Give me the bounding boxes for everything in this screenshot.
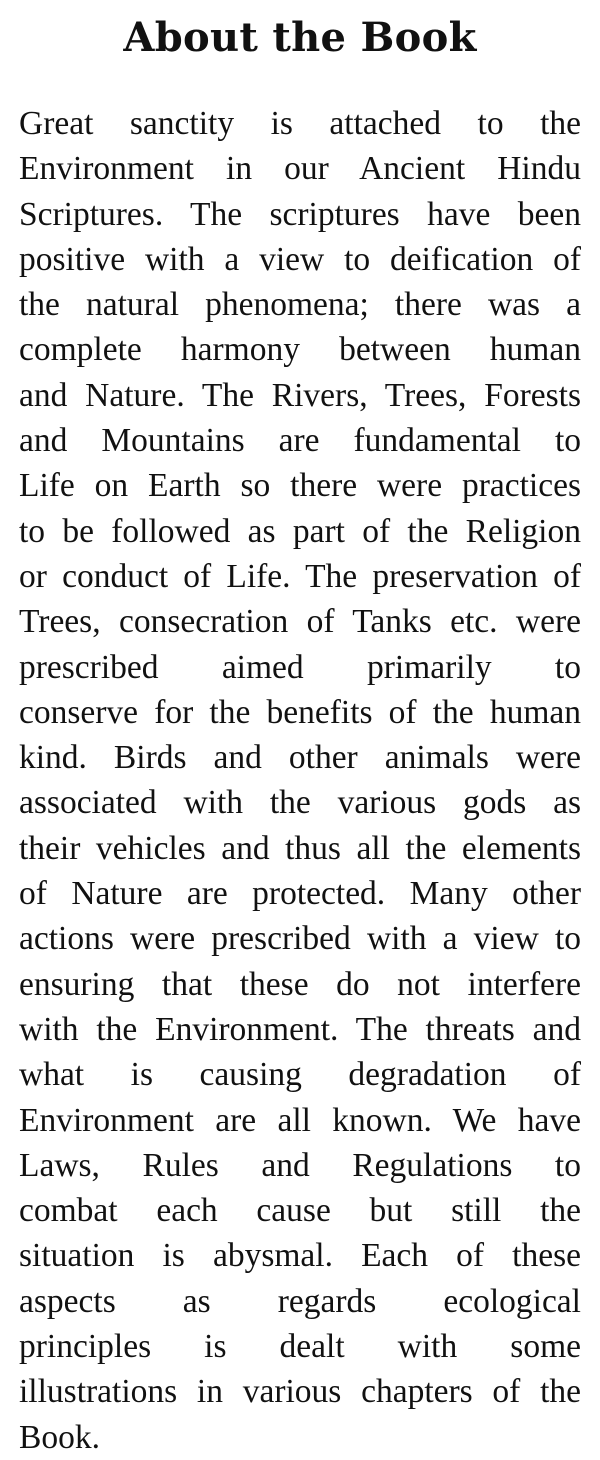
description-paragraph (19, 101, 581, 1460)
paragraph-line: Great sanctity is attached to the (19, 105, 581, 142)
paragraph-line: to be followed as part of the Religion (19, 512, 581, 550)
paragraph-line: associated with the various gods as (19, 784, 581, 822)
paragraph-line: with the Environment. The threats and (19, 1010, 581, 1048)
paragraph-line: Life on Earth so there were practices (19, 467, 581, 505)
paragraph-line: what is causing degradation of (19, 1056, 581, 1094)
paragraph-line: and Mountains are fundamental to (19, 422, 581, 460)
paragraph-line: Environment are all known. We have (19, 1101, 581, 1139)
paragraph-line: illustrations in various chapters of the (19, 1373, 581, 1411)
paragraph-line: actions were prescribed with a view to (19, 920, 581, 958)
page-title: About the Book (123, 14, 477, 61)
paragraph-line: prescribed aimed primarily to (19, 648, 581, 686)
paragraph-line: their vehicles and thus all the elements (19, 829, 581, 867)
paragraph-line: and Nature. The Rivers, Trees, Forests (19, 376, 581, 414)
paragraph-line: combat each cause but still the (19, 1192, 581, 1230)
paragraph-line: principles is dealt with some (19, 1328, 581, 1366)
paragraph-line: kind. Birds and other animals were (19, 739, 581, 777)
paragraph-line: situation is abysmal. Each of these (19, 1237, 581, 1275)
paragraph-line: or conduct of Life. The preservation of (19, 557, 581, 595)
paragraph-line: Book. (19, 1418, 100, 1456)
paragraph-line: of Nature are protected. Many other (19, 875, 581, 913)
paragraph-line: Laws, Rules and Regulations to (19, 1146, 581, 1184)
paragraph-line: aspects as regards ecological (19, 1282, 581, 1320)
paragraph-line: Environment in our Ancient Hindu (19, 150, 581, 188)
paragraph-line: complete harmony between human (19, 331, 581, 369)
paragraph-line: conserve for the benefits of the human (19, 693, 581, 731)
paragraph-line: Trees, consecration of Tanks etc. were (19, 603, 581, 641)
paragraph-line: the natural phenomena; there was a (19, 286, 581, 324)
paragraph-line: ensuring that these do not interfere (19, 965, 581, 1003)
paragraph-line: positive with a view to deification of (19, 240, 581, 278)
paragraph-line: Scriptures. The scriptures have been (19, 195, 581, 233)
